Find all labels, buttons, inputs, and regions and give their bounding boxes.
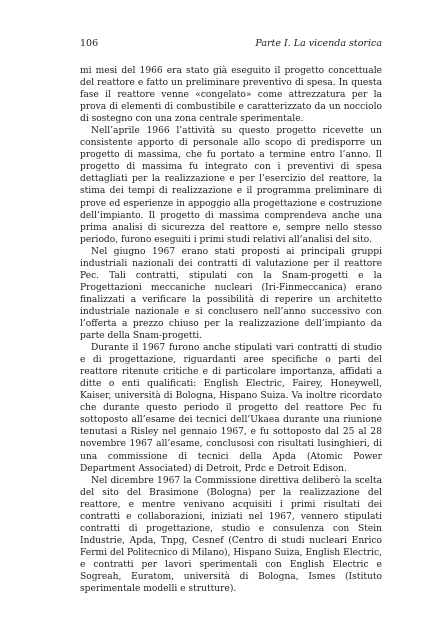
- page-number: 106: [80, 38, 99, 49]
- paragraph-1: mi mesi del 1966 era stato già eseguito il progetto concettuale del reattore e fatto un preliminare preventivo di spesa. In questa fase il reattore venne «congelato» come attrezzatura per la prova di elementi di combustibile e caratterizzato da un nocciolo di sostegno con una zona centrale sperimentale.: [80, 66, 382, 125]
- running-header: [80, 38, 382, 50]
- paragraph-2: Nell’aprile 1966 l’attività su questo progetto ricevette un consistente apporto di personale allo scopo di predisporre un progetto di massima, che fu portato a termine entro l’anno. Il progetto di massima fu integrato con i preventivi di spesa dettagliati per la realizzazione e per l’esercizio del reattore, la stima dei tempi di realizzazione e il programma preliminare di prove ed esperienze in appoggio alla progettazione e costruzione dell’impianto. Il progetto di massima comprendeva anche una prima analisi di sicurezza del reattore e, sempre nello stesso periodo, furono eseguiti i primi studi relativi all’analisi del sito.: [80, 126, 382, 245]
- paragraph-3: Nel giugno 1967 erano stati proposti ai principali gruppi industriali nazionali dei contratti di valutazione per il reattore Pec. Tali contratti, stipulati con la Snam-progetti e la Progettazioni meccaniche nucleari (Iri-Finmeccanica) erano finalizzati a verificare la possibilità di reperire un architetto industriale nazionale e si conclusero nell’anno successivo con l’offerta a prezzo chiuso per la realizzazione dell’impianto da parte della Snam-progetti.: [80, 246, 382, 342]
- document-page: [80, 38, 382, 595]
- paragraph-5: Nel dicembre 1967 la Commissione direttiva deliberò la scelta del sito del Brasimone (Bologna) per la realizzazione del reattore, e mentre venivano acquisiti i primi risultati dei contratti e collaborazioni, iniziati nel 1967, vennero stipulati contratti di progettazione, studio e consulenza con Stein Industrie, Apda, Tnpg, Cesnef (Centro di studi nucleari Enrico Fermi del Politecnico di Milano), Hispano Suiza, English Electric, e contratti per lavori sperimentali con English Electric e Sogreah, Euratom, università di Bologna, Ismes (Istituto sperimentale modelli e strutture).: [80, 475, 382, 595]
- chapter-title: Parte I. La vicenda storica: [255, 38, 382, 49]
- paragraph-4: Durante il 1967 furono anche stipulati vari contratti di studio e di progettazione, riguardanti aree specifiche o parti del reattore ritenute critiche e di particolare importanza, affidati a ditte o enti qualificati: English Electric, Fairey, Honeywell, Kaiser, università di Bologna, Hispano Suiza. Va inoltre ricordato che durante questo periodo il progetto del reattore Pec fu sottoposto all’esame dei tecnici dell’Ukaea durante una riunione tenutasi a Risley nel gennaio 1967, e fu sottoposto dal 25 al 28 novembre 1967 all’esame, conclusosi con risultati lusinghieri, di una commissione di tecnici della Apda (Atomic Power Department Associated) di Detroit, Prdc e Detroit Edison.: [80, 343, 382, 474]
- body-text: [80, 65, 382, 595]
